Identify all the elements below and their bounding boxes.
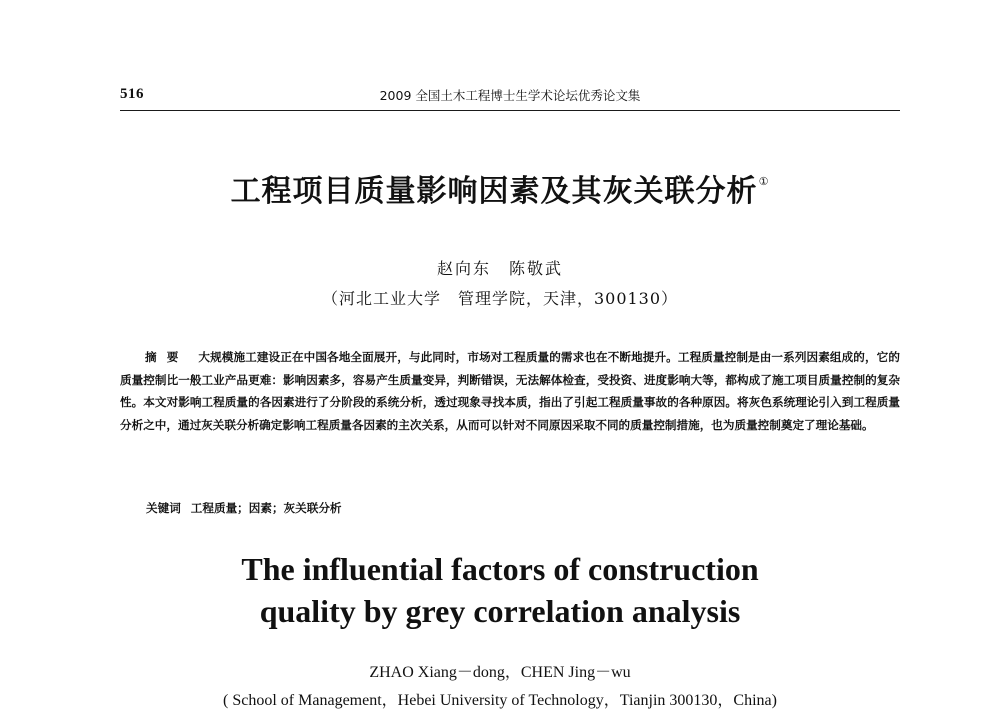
journal-name: 2009 全国土木工程博士生学术论坛优秀论文集 — [379, 88, 641, 103]
chinese-abstract — [120, 346, 900, 436]
header-rule — [120, 110, 900, 111]
chinese-affiliation: （河北工业大学 管理学院，天津，300130） — [321, 289, 679, 308]
abstract-text: 大规模施工建设正在中国各地全面展开，与此同时，市场对工程质量的需求也在不断地提升。工程质量控制是由一系列因素组成的，它的质量控制比一般工业产品更难：影响因素多，容易产生质量变异，判断错误，无法解体检查，受投资、进度影响大等，都构成了施工项目质量控制的复杂性。本文对影响工程质量的各因素进行了分阶段的系统分析，透过现象寻找本质，指出了引起工程质量事故的各种原因。将灰色系统理论引入到工程质量分析之中，通过灰关联分析确定影响工程质量各因素的主次关系，从而可以针对不同原因采取不同的质量控制措施，也为质量控制奠定了理论基础。 — [120, 350, 900, 432]
footnote-mark: ① — [758, 175, 770, 188]
chinese-authors: 赵向东 陈敬武 — [436, 259, 563, 278]
english-title — [0, 548, 1000, 632]
abstract-label: 摘要 — [145, 350, 189, 364]
english-affiliation: ( School of Management，Hebei University of Technology，Tianjin 300130，China) — [223, 692, 777, 709]
chinese-title-text: 工程项目质量影响因素及其灰关联分析 — [230, 174, 758, 209]
english-title-line-2: quality by grey correlation analysis — [259, 593, 741, 629]
page-number: 516 — [120, 86, 144, 102]
english-title-line-1: The influential factors of construction — [241, 551, 759, 587]
chinese-keywords — [146, 500, 900, 516]
keywords-text: 工程质量；因素；灰关联分析 — [190, 501, 342, 515]
keywords-label: 关键词 — [146, 501, 181, 515]
chinese-title — [0, 166, 1000, 210]
english-authors: ZHAO Xiang－dong，CHEN Jing－wu — [369, 664, 631, 681]
running-header — [120, 86, 900, 108]
